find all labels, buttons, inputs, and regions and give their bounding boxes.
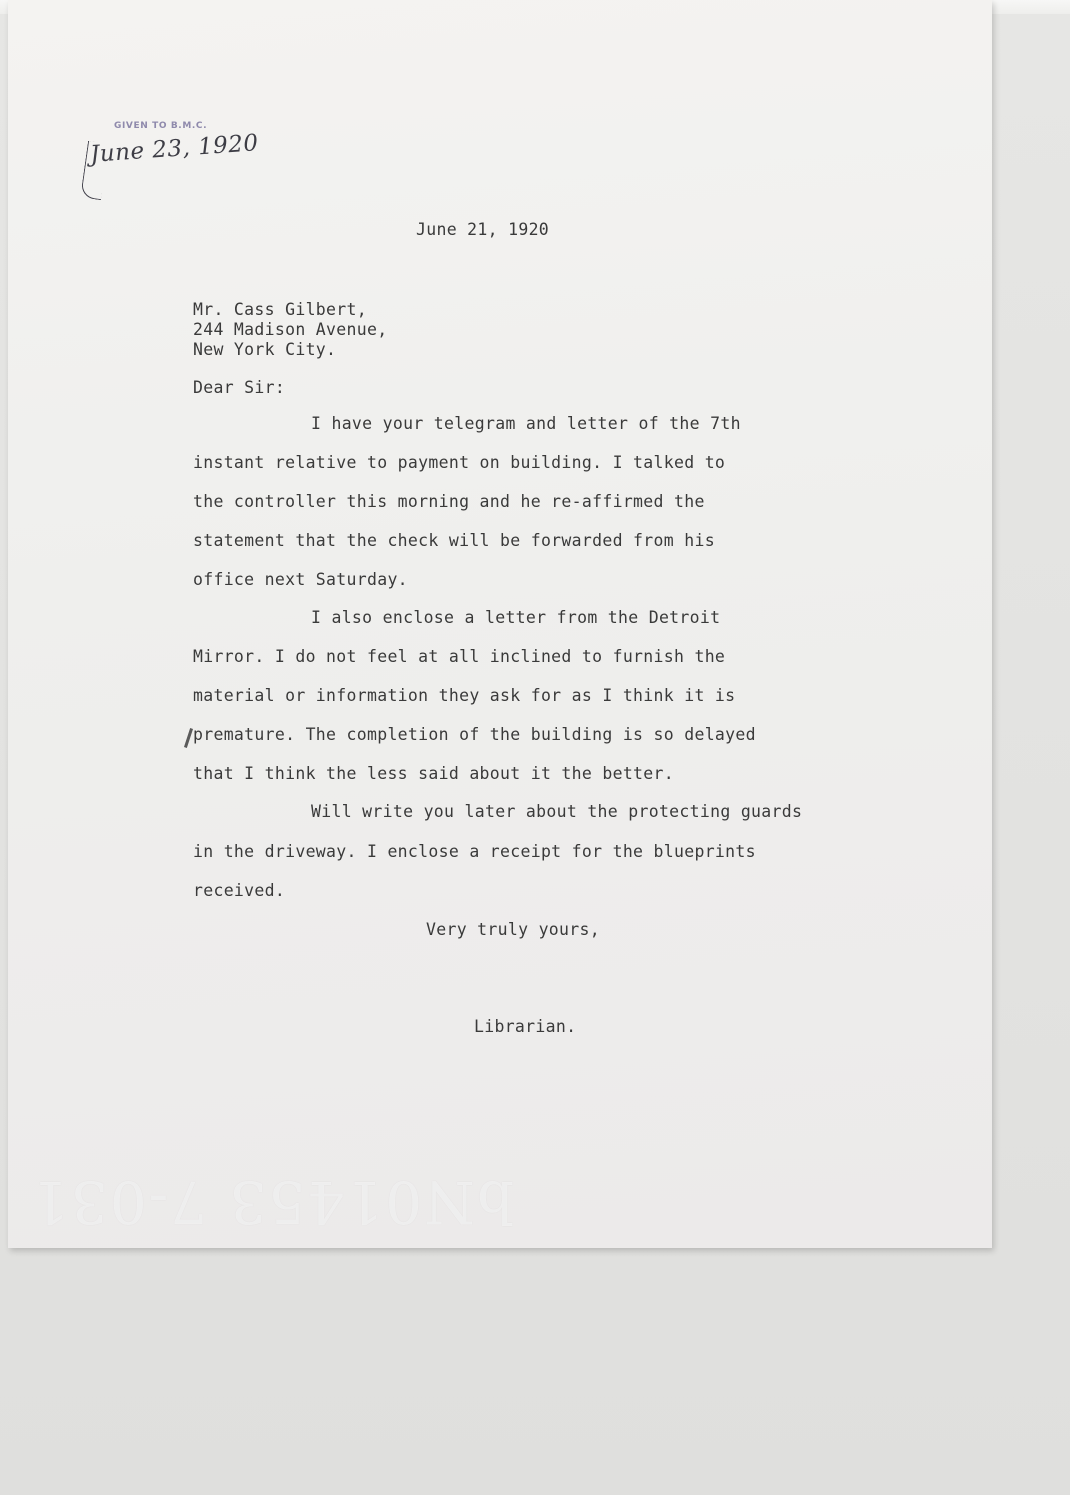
address-line-2: 244 Madison Avenue, xyxy=(193,320,388,339)
paragraph-2-line-1: I also enclose a letter from the Detroit xyxy=(311,608,721,627)
paragraph-3-line-3: received. xyxy=(193,881,286,900)
paragraph-1-line-4: statement that the check will be forwarded from his xyxy=(193,531,715,550)
address-line-3: New York City. xyxy=(193,340,337,359)
paragraph-1-line-3: the controller this morning and he re-affirmed the xyxy=(193,492,705,511)
signature-title: Librarian. xyxy=(474,1017,577,1036)
handwritten-date: June 23, 1920 xyxy=(89,130,260,168)
paragraph-3-line-2: in the driveway. I enclose a receipt for the blueprints xyxy=(193,842,756,861)
paragraph-1-line-2: instant relative to payment on building. I talked to xyxy=(193,453,726,472)
paragraph-3-line-1: Will write you later about the protecting guards xyxy=(311,802,803,821)
closing: Very truly yours, xyxy=(426,920,600,939)
salutation: Dear Sir: xyxy=(193,378,286,397)
paragraph-1-line-1: I have your telegram and letter of the 7th xyxy=(311,414,741,433)
paragraph-2-line-3: material or information they ask for as I think it is xyxy=(193,686,736,705)
paragraph-2-line-4: premature. The completion of the building is so delayed xyxy=(193,725,756,744)
accession-number-bleedthrough: bN01453 7-031 xyxy=(30,1168,515,1236)
paragraph-1-line-5: office next Saturday. xyxy=(193,570,408,589)
given-to-stamp: GIVEN TO B.M.C. xyxy=(114,121,208,131)
paragraph-2-line-2: Mirror. I do not feel at all inclined to furnish the xyxy=(193,647,726,666)
letter-date: June 21, 1920 xyxy=(416,220,550,239)
paragraph-2-line-5: that I think the less said about it the better. xyxy=(193,764,674,783)
address-line-1: Mr. Cass Gilbert, xyxy=(193,300,367,319)
